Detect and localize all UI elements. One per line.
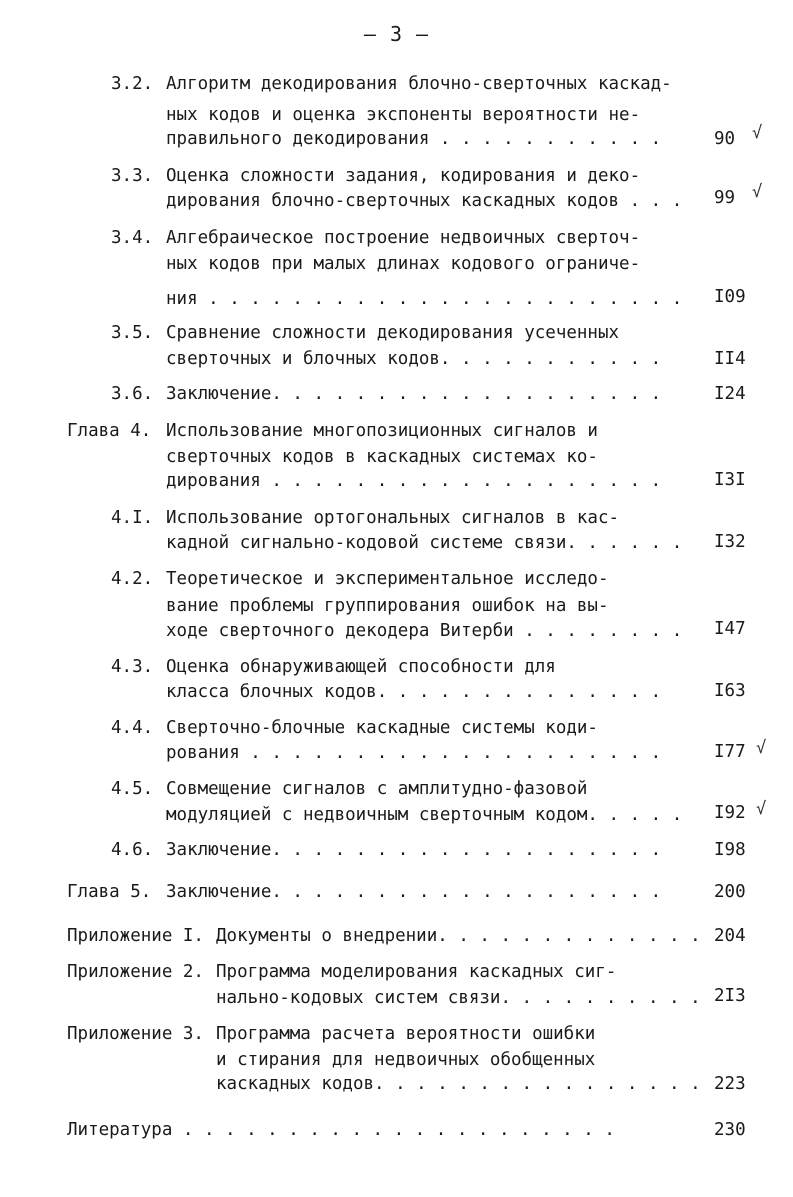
toc-entry-title-line: нально-кодовых систем связи. . . . . . . . . . <box>216 988 701 1008</box>
page-number: – 3 – <box>363 22 430 46</box>
toc-entry-title-line: и стирания для недвоичных обобщенных <box>216 1050 596 1070</box>
toc-entry-page: 200 <box>714 882 746 902</box>
toc-entry-title-line: каскадных кодов. . . . . . . . . . . . . . . . <box>216 1074 701 1094</box>
toc-entry-title-line: модуляцией с недвоичным сверточным кодом. . . . . <box>166 805 683 825</box>
toc-entry-page: 230 <box>714 1120 746 1140</box>
toc-entry-title-line: Программа моделирования каскадных сиг- <box>216 962 617 982</box>
toc-entry-title-line: Теоретическое и экспериментальное исследо- <box>166 569 609 589</box>
toc-entry-title-line: дирования . . . . . . . . . . . . . . . . . . . <box>166 471 662 491</box>
toc-entry-number: 3.6. <box>111 384 154 404</box>
toc-entry-title-line: ных кодов при малых длинах кодового ограниче- <box>166 254 641 274</box>
toc-entry-number: 4.4. <box>111 718 154 738</box>
toc-entry-title-line: правильного декодирования . . . . . . . . . . . <box>166 129 662 149</box>
toc-entry-title-line: Заключение. . . . . . . . . . . . . . . . . . . <box>166 882 662 902</box>
toc-entry-page: 204 <box>714 926 746 946</box>
toc-entry-number: 3.2. <box>111 74 154 94</box>
toc-entry-page: I92 <box>714 803 746 823</box>
toc-entry-page: I3I <box>714 470 746 490</box>
handwritten-check-mark: √ <box>752 123 763 143</box>
toc-entry-title-line: Литература . . . . . . . . . . . . . . . . . . . . . <box>67 1120 615 1140</box>
toc-entry-title-line: Алгоритм декодирования блочно-сверточных каскад- <box>166 74 672 94</box>
toc-entry-title-line: Программа расчета вероятности ошибки <box>216 1024 596 1044</box>
toc-entry-number: 4.2. <box>111 569 154 589</box>
toc-entry-title-line: Заключение. . . . . . . . . . . . . . . . . . . <box>166 384 662 404</box>
toc-entry-number: Приложение 3. <box>67 1024 204 1044</box>
toc-entry-title-line: класса блочных кодов. . . . . . . . . . . . . . <box>166 682 662 702</box>
toc-entry-number: Приложение I. <box>67 926 204 946</box>
toc-entry-title-line: Использование многопозиционных сигналов и <box>166 421 598 441</box>
toc-entry-title-line: ния . . . . . . . . . . . . . . . . . . . . . . . <box>166 289 683 309</box>
toc-entry-number: 3.5. <box>111 323 154 343</box>
toc-entry-title-line: Сравнение сложности декодирования усеченных <box>166 323 620 343</box>
handwritten-check-mark: √ <box>756 738 767 758</box>
toc-entry-title-line: Алгебраическое построение недвоичных сверточ- <box>166 228 641 248</box>
toc-entry-page: II4 <box>714 349 746 369</box>
handwritten-check-mark: √ <box>756 799 767 819</box>
toc-entry-title-line: дирования блочно-сверточных каскадных кодов . . . <box>166 191 683 211</box>
toc-entry-title-line: ных кодов и оценка экспоненты вероятности не- <box>166 105 641 125</box>
toc-entry-page: I24 <box>714 384 746 404</box>
toc-entry-title-line: кадной сигнально-кодовой системе связи. . . . . . <box>166 533 683 553</box>
toc-entry-page: 99 <box>714 188 736 208</box>
toc-entry-title-line: Заключение. . . . . . . . . . . . . . . . . . . <box>166 840 662 860</box>
toc-entry-number: 3.4. <box>111 228 154 248</box>
toc-entry-number: Приложение 2. <box>67 962 204 982</box>
handwritten-check-mark: √ <box>752 182 763 202</box>
toc-entry-number: 4.I. <box>111 508 154 528</box>
toc-entry-title-line: рования . . . . . . . . . . . . . . . . . . . . <box>166 743 662 763</box>
toc-entry-page: 90 <box>714 129 736 149</box>
toc-entry-number: Глава 5. <box>67 882 152 902</box>
toc-entry-title-line: сверточных кодов в каскадных системах ко- <box>166 447 598 467</box>
toc-entry-page: 223 <box>714 1074 746 1094</box>
toc-entry-number: Глава 4. <box>67 421 152 441</box>
toc-entry-page: I09 <box>714 287 746 307</box>
toc-entry-title-line: ходе сверточного декодера Витерби . . . . . . . . <box>166 621 683 641</box>
toc-entry-title-line: Оценка сложности задания, кодирования и деко- <box>166 166 641 186</box>
toc-entry-title-line: сверточных и блочных кодов. . . . . . . . . . . <box>166 349 662 369</box>
toc-entry-title-line: Документы о внедрении. . . . . . . . . . . . . <box>216 926 701 946</box>
toc-entry-number: 4.6. <box>111 840 154 860</box>
toc-entry-number: 4.5. <box>111 779 154 799</box>
toc-entry-page: 2I3 <box>714 986 746 1006</box>
toc-entry-title-line: Использование ортогональных сигналов в кас- <box>166 508 620 528</box>
toc-entry-number: 3.3. <box>111 166 154 186</box>
toc-entry-number: 4.3. <box>111 657 154 677</box>
toc-entry-page: I32 <box>714 532 746 552</box>
toc-entry-page: I47 <box>714 619 746 639</box>
toc-entry-title-line: Совмещение сигналов с амплитудно-фазовой <box>166 779 588 799</box>
toc-entry-title-line: Сверточно-блочные каскадные системы коди- <box>166 718 598 738</box>
toc-entry-page: I63 <box>714 681 746 701</box>
toc-entry-title-line: вание проблемы группирования ошибок на вы- <box>166 596 609 616</box>
toc-entry-page: I98 <box>714 840 746 860</box>
toc-entry-page: I77 <box>714 742 746 762</box>
toc-entry-title-line: Оценка обнаруживающей способности для <box>166 657 556 677</box>
